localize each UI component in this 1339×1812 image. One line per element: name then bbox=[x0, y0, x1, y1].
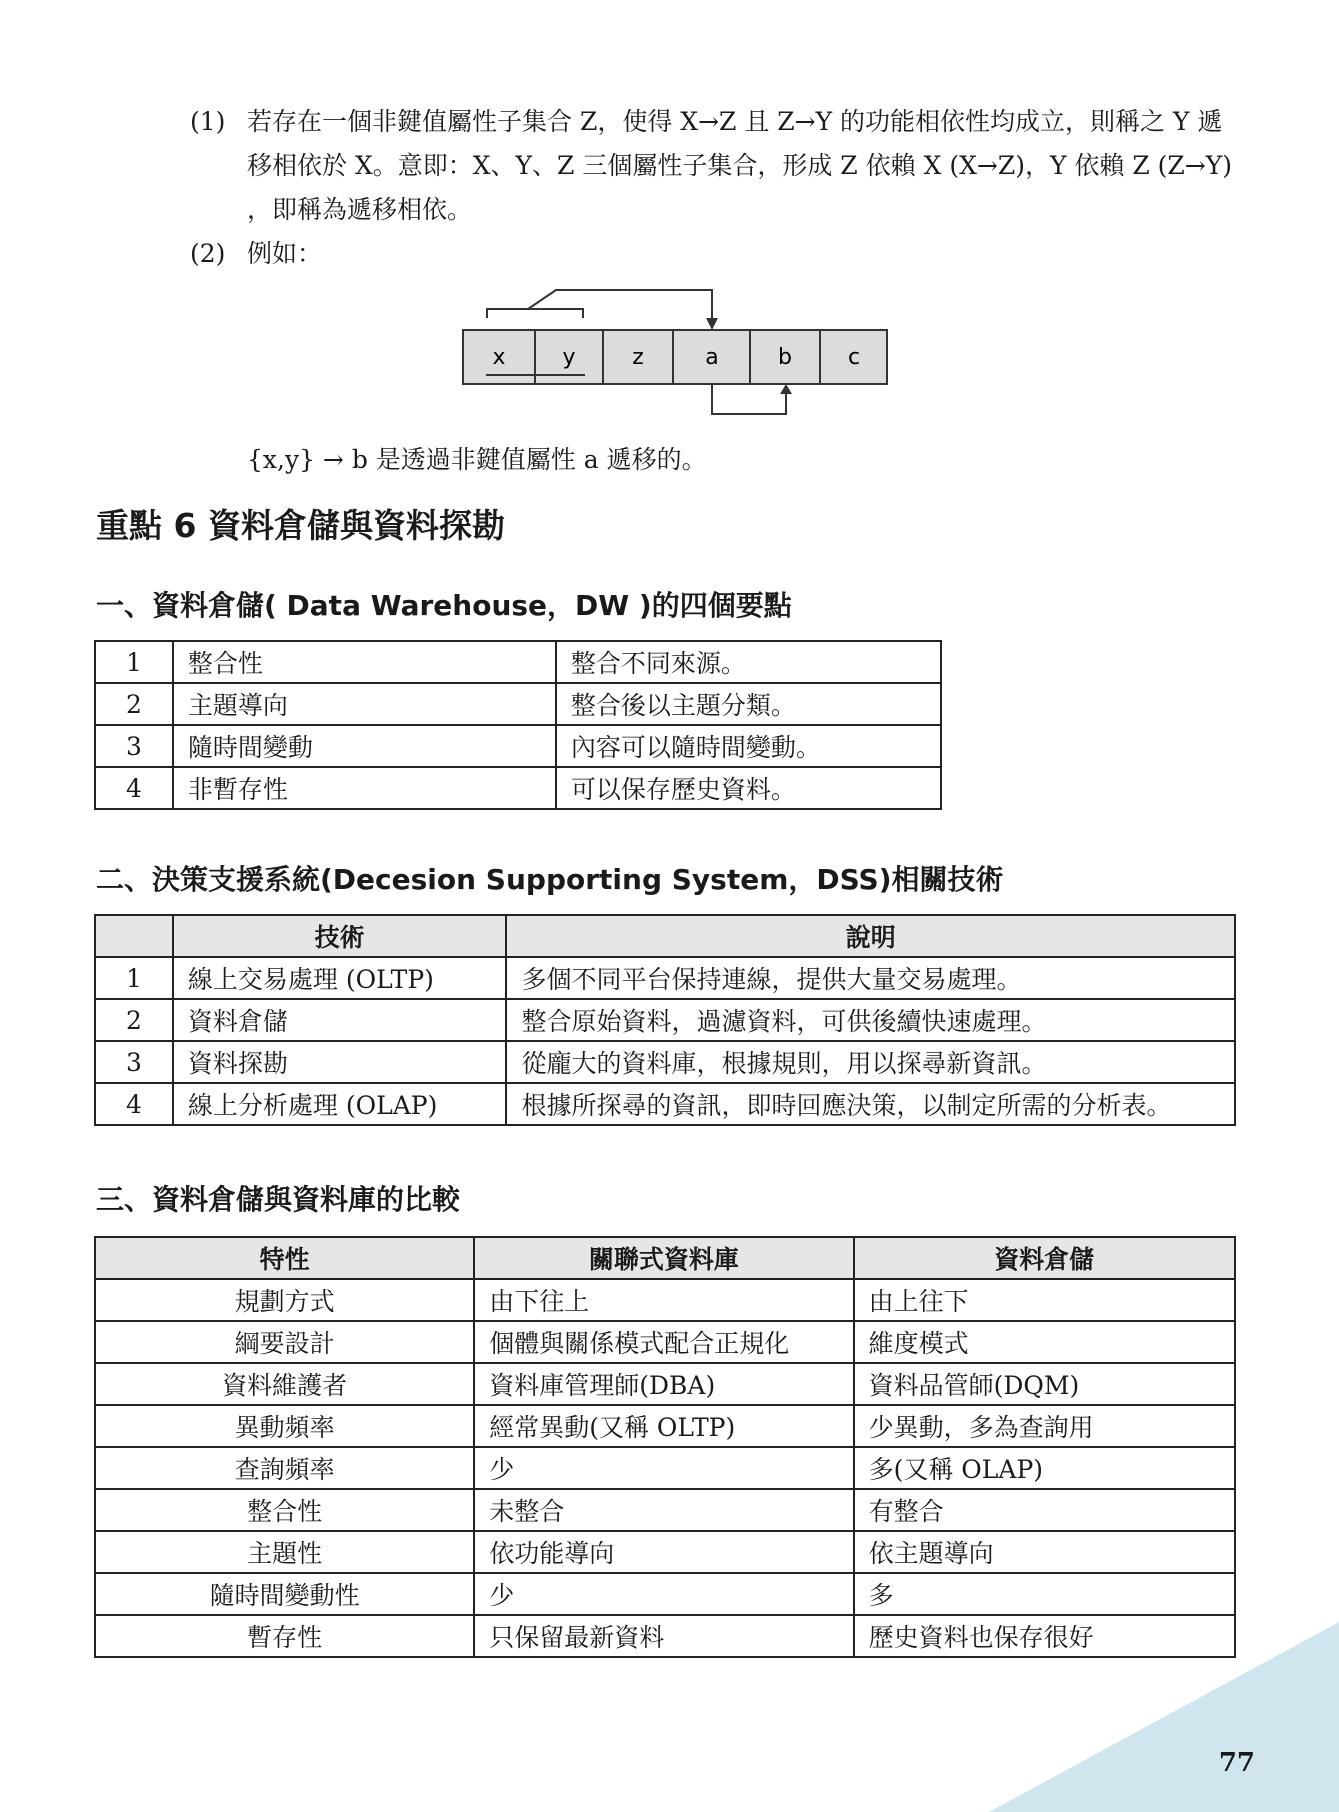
feature: 資料維護者 bbox=[95, 1363, 474, 1405]
row-number: 1 bbox=[95, 957, 173, 999]
table-row bbox=[95, 1489, 1235, 1531]
table-row bbox=[95, 1279, 1235, 1321]
header-description: 說明 bbox=[506, 915, 1235, 957]
table-row bbox=[95, 1041, 1235, 1083]
table-row bbox=[95, 1321, 1235, 1363]
table-row bbox=[95, 683, 941, 725]
relational-db-value: 資料庫管理師(DBA) bbox=[474, 1363, 853, 1405]
diagram-caption: {x,y} → b 是透過非鍵值屬性 a 遞移的。 bbox=[247, 445, 707, 474]
header-index bbox=[95, 915, 173, 957]
row-number: 4 bbox=[95, 1083, 173, 1125]
item-number: (2) bbox=[190, 239, 226, 268]
data-warehouse-value: 維度模式 bbox=[854, 1321, 1235, 1363]
transitive-item-1 bbox=[190, 100, 1270, 232]
header-technology: 技術 bbox=[173, 915, 507, 957]
data-warehouse-value: 資料品管師(DQM) bbox=[854, 1363, 1235, 1405]
table-row bbox=[95, 1615, 1235, 1657]
data-warehouse-value: 多(又稱 OLAP) bbox=[854, 1447, 1235, 1489]
row-number: 4 bbox=[95, 767, 173, 809]
feature: 隨時間變動性 bbox=[95, 1573, 474, 1615]
item-number: (1) bbox=[190, 107, 226, 136]
tech-name: 線上交易處理 (OLTP) bbox=[173, 957, 507, 999]
table-row bbox=[95, 641, 941, 683]
data-warehouse-value: 多 bbox=[854, 1573, 1235, 1615]
point-desc: 內容可以隨時間變動。 bbox=[556, 725, 941, 767]
data-warehouse-value: 歷史資料也保存很好 bbox=[854, 1615, 1235, 1657]
tech-desc: 多個不同平台保持連線，提供大量交易處理。 bbox=[506, 957, 1235, 999]
dependency-diagram-svg bbox=[460, 278, 900, 438]
dss-heading: 二、決策支援系統(Decesion Supporting System，DSS)相關技術 bbox=[96, 863, 1004, 896]
point-name: 整合性 bbox=[173, 641, 556, 683]
row-number: 1 bbox=[95, 641, 173, 683]
table-row bbox=[95, 1405, 1235, 1447]
relational-db-value: 只保留最新資料 bbox=[474, 1615, 853, 1657]
compare-table bbox=[94, 1236, 1236, 1658]
dw-table bbox=[94, 640, 942, 810]
tech-name: 資料倉儲 bbox=[173, 999, 507, 1041]
tech-name: 線上分析處理 (OLAP) bbox=[173, 1083, 507, 1125]
feature: 暫存性 bbox=[95, 1615, 474, 1657]
feature: 查詢頻率 bbox=[95, 1447, 474, 1489]
table-header-row bbox=[95, 915, 1235, 957]
tech-name: 資料探勘 bbox=[173, 1041, 507, 1083]
point-name: 非暫存性 bbox=[173, 767, 556, 809]
dss-table bbox=[94, 914, 1236, 1126]
feature: 整合性 bbox=[95, 1489, 474, 1531]
data-warehouse-value: 依主題導向 bbox=[854, 1531, 1235, 1573]
table-row bbox=[95, 1363, 1235, 1405]
data-warehouse-value: 由上往下 bbox=[854, 1279, 1235, 1321]
table-row bbox=[95, 1573, 1235, 1615]
dw-heading: 一、資料倉儲( Data Warehouse，DW )的四個要點 bbox=[96, 589, 792, 622]
cell-x: x bbox=[492, 345, 506, 370]
point-desc: 可以保存歷史資料。 bbox=[556, 767, 941, 809]
table-header-row bbox=[95, 1237, 1235, 1279]
relational-db-value: 少 bbox=[474, 1447, 853, 1489]
table-row bbox=[95, 957, 1235, 999]
header-data-warehouse: 資料倉儲 bbox=[854, 1237, 1235, 1279]
point-name: 主題導向 bbox=[173, 683, 556, 725]
point-name: 隨時間變動 bbox=[173, 725, 556, 767]
table-row bbox=[95, 767, 941, 809]
table-row bbox=[95, 1083, 1235, 1125]
feature: 綱要設計 bbox=[95, 1321, 474, 1363]
data-warehouse-value: 少異動，多為查詢用 bbox=[854, 1405, 1235, 1447]
point-desc: 整合不同來源。 bbox=[556, 641, 941, 683]
row-number: 2 bbox=[95, 999, 173, 1041]
tech-desc: 根據所探尋的資訊，即時回應決策，以制定所需的分析表。 bbox=[506, 1083, 1235, 1125]
cell-y: y bbox=[562, 345, 576, 370]
compare-heading: 三、資料倉儲與資料庫的比較 bbox=[96, 1183, 461, 1216]
relational-db-value: 依功能導向 bbox=[474, 1531, 853, 1573]
row-number: 2 bbox=[95, 683, 173, 725]
relational-db-value: 由下往上 bbox=[474, 1279, 853, 1321]
relational-db-value: 經常異動(又稱 OLTP) bbox=[474, 1405, 853, 1447]
dependency-diagram bbox=[460, 278, 900, 438]
data-warehouse-value: 有整合 bbox=[854, 1489, 1235, 1531]
item-text: 若存在一個非鍵值屬性子集合 Z，使得 X→Z 且 Z→Y 的功能相依性均成立，則稱之 Y 遞移相依於 X。意即：X、Y、Z 三個屬性子集合，形成 Z 依賴 X (X→Z)，Y 依賴 Z (Z→Y) ，即稱為遞移相依。 bbox=[247, 107, 1232, 224]
section-title: 重點 6 資料倉儲與資料探勘 bbox=[96, 506, 505, 545]
tech-desc: 從龐大的資料庫，根據規則，用以探尋新資訊。 bbox=[506, 1041, 1235, 1083]
row-number: 3 bbox=[95, 1041, 173, 1083]
item-text: 例如： bbox=[247, 239, 323, 268]
relational-db-value: 未整合 bbox=[474, 1489, 853, 1531]
page-number: 77 bbox=[1218, 1748, 1255, 1778]
cell-a: a bbox=[705, 345, 719, 370]
cell-b: b bbox=[778, 345, 792, 370]
row-number: 3 bbox=[95, 725, 173, 767]
cell-z: z bbox=[632, 345, 644, 370]
feature: 規劃方式 bbox=[95, 1279, 474, 1321]
cell-c: c bbox=[847, 345, 861, 370]
header-relational-db: 關聯式資料庫 bbox=[474, 1237, 853, 1279]
table-row bbox=[95, 1447, 1235, 1489]
feature: 主題性 bbox=[95, 1531, 474, 1573]
table-row bbox=[95, 999, 1235, 1041]
relational-db-value: 個體與關係模式配合正規化 bbox=[474, 1321, 853, 1363]
header-feature: 特性 bbox=[95, 1237, 474, 1279]
table-row bbox=[95, 725, 941, 767]
tech-desc: 整合原始資料，過濾資料，可供後續快速處理。 bbox=[506, 999, 1235, 1041]
arrow-to-a bbox=[706, 318, 718, 330]
transitive-item-2 bbox=[190, 232, 690, 276]
arrow-to-b bbox=[780, 384, 792, 394]
point-desc: 整合後以主題分類。 bbox=[556, 683, 941, 725]
table-row bbox=[95, 1531, 1235, 1573]
relational-db-value: 少 bbox=[474, 1573, 853, 1615]
feature: 異動頻率 bbox=[95, 1405, 474, 1447]
